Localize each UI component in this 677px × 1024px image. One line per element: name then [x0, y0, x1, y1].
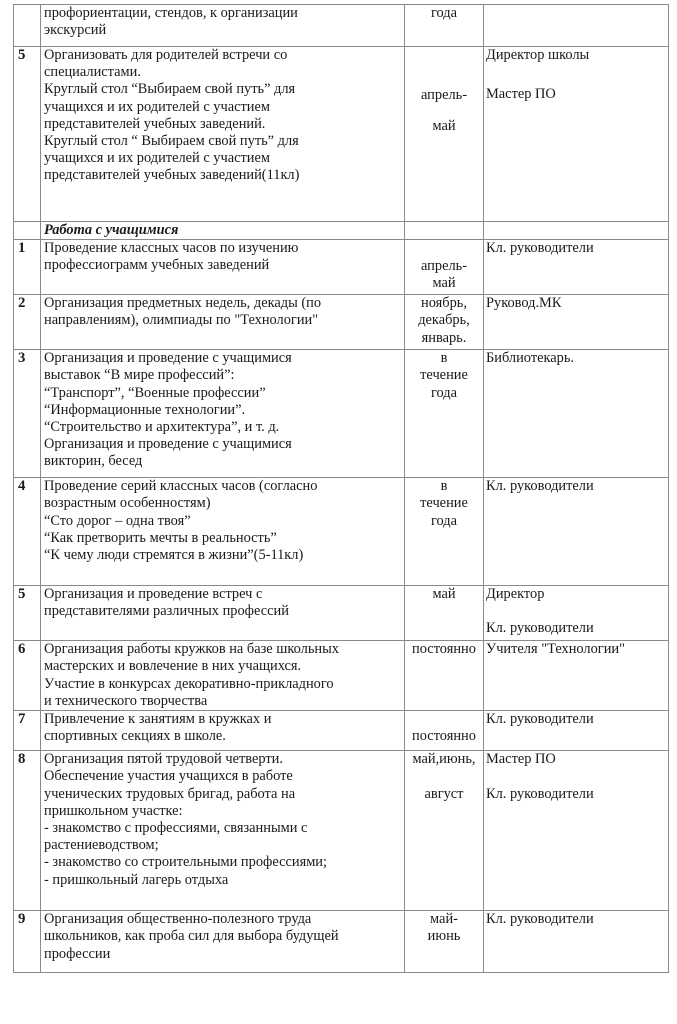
cell-line: профессии — [44, 945, 111, 962]
cell-line: Руковод.МК — [486, 295, 562, 312]
cell-line: апрель- — [420, 87, 468, 103]
cell-line: Организация работы кружков на базе школьных — [44, 641, 339, 658]
deadline-cell — [405, 5, 484, 47]
responsible-cell — [484, 641, 669, 711]
row-number-cell — [14, 222, 41, 240]
activity-cell — [41, 751, 405, 911]
cell-line: викторин, бесед — [44, 453, 143, 470]
when-cell — [405, 222, 484, 240]
cell-line: Кл. руководители — [486, 911, 594, 928]
cell-line: направлениям), олимпиады по "Технологии" — [44, 312, 319, 329]
row-number: 3 — [14, 350, 41, 478]
cell-line: Директор школы — [486, 47, 590, 63]
responsible-cell — [484, 911, 669, 973]
cell-line: май,июнь, — [412, 751, 476, 768]
cell-line: представителей учебных заведений. — [44, 115, 266, 132]
row-number: 4 — [14, 478, 41, 586]
table-row — [14, 47, 669, 222]
cell-line: “Как претворить мечты в реальность” — [44, 529, 277, 546]
cell-line: растениеводством; — [44, 837, 159, 854]
responsible-cell — [484, 478, 669, 586]
responsible-cell — [484, 350, 669, 478]
cell-line: Кл. руководители — [486, 711, 594, 728]
cell-line: представителей учебных заведений(11кл) — [44, 167, 300, 184]
activity-cell — [41, 586, 405, 641]
cell-line: течение — [420, 367, 468, 384]
cell-line: Организация и проведение с учащимися — [44, 350, 292, 367]
cell-line: Проведение серий классных часов (согласно — [44, 478, 318, 495]
cell-line: Организация общественно-полезного труда — [44, 911, 312, 928]
career-guidance-plan-table — [13, 4, 669, 973]
cell-line: “К чему люди стремятся в жизни”(5-11кл) — [44, 547, 304, 564]
cell-line: мастерских и вовлечение в них учащихся. — [44, 658, 302, 675]
cell-line: Круглый стол “Выбираем свой путь” для — [44, 81, 296, 98]
responsible-cell — [484, 240, 669, 295]
cell-line: Кл. руководители — [486, 786, 594, 803]
cell-line: Учителя "Технологии" — [486, 641, 625, 658]
table-row — [14, 350, 669, 478]
cell-line: май- — [430, 911, 458, 928]
deadline-cell — [405, 350, 484, 478]
row-number: 6 — [14, 641, 41, 711]
cell-line: апрель- — [420, 258, 468, 275]
cell-line: май — [432, 586, 456, 603]
cell-line: Привлечение к занятиям в кружках и — [44, 711, 272, 728]
cell-line: Кл. руководители — [486, 478, 594, 495]
cell-line: - пришкольный лагерь отдыха — [44, 871, 229, 888]
cell-line: Директор — [486, 586, 545, 603]
table-row — [14, 711, 669, 751]
row-number: 5 — [14, 47, 41, 222]
cell-line: Проведение классных часов по изучению — [44, 240, 299, 257]
table-row — [14, 295, 669, 350]
table-row — [14, 751, 669, 911]
cell-line: учащихся и их родителей с участием — [44, 98, 270, 115]
activity-cell — [41, 911, 405, 973]
section-header-row — [14, 222, 669, 240]
cell-line: профориентации, стендов, к организации — [44, 5, 298, 21]
cell-line: Обеспечение участия учащихся в работе — [44, 768, 293, 785]
cell-line: специалистами. — [44, 64, 141, 81]
cell-line: течение — [420, 495, 468, 512]
cell-line: года — [430, 5, 458, 21]
cell-line: май — [432, 118, 456, 135]
deadline-cell — [405, 751, 484, 911]
activity-cell — [41, 295, 405, 350]
cell-line: ноябрь, — [421, 295, 467, 312]
row-number: 1 — [14, 240, 41, 295]
activity-cell — [41, 240, 405, 295]
cell-line: июнь — [427, 928, 461, 945]
activity-cell — [41, 478, 405, 586]
activity-cell — [41, 711, 405, 751]
deadline-cell — [405, 586, 484, 641]
responsible-cell — [484, 751, 669, 911]
deadline-cell — [405, 641, 484, 711]
cell-line: профессиограмм учебных заведений — [44, 257, 270, 274]
cell-line: май — [432, 275, 456, 292]
table-row — [14, 5, 669, 47]
cell-line: экскурсий — [44, 22, 107, 39]
cell-line: года — [430, 384, 458, 401]
cell-line: постоянно — [412, 641, 476, 658]
cell-line: представителями различных профессий — [44, 603, 289, 620]
row-number: 2 — [14, 295, 41, 350]
cell-line: в — [440, 478, 448, 495]
cell-line: “Строительство и архитектура”, и т. д. — [44, 419, 280, 436]
deadline-cell — [405, 711, 484, 751]
cell-line: Организация и проведение с учащимися — [44, 436, 292, 453]
activity-cell — [41, 47, 405, 222]
cell-line: декабрь, — [418, 312, 470, 329]
cell-line: школьников, как проба сил для выбора будущей — [44, 928, 339, 945]
cell-line: Организовать для родителей встречи со — [44, 47, 288, 63]
responsible-cell — [484, 222, 669, 240]
responsible-cell — [484, 5, 669, 47]
cell-line: Организация предметных недель, декады (по — [44, 295, 322, 312]
row-number: 5 — [14, 586, 41, 641]
cell-line: Мастер ПО — [486, 751, 556, 768]
deadline-cell — [405, 295, 484, 350]
row-number: 7 — [14, 711, 41, 751]
deadline-cell — [405, 240, 484, 295]
section-title: Работа с учащимися — [41, 222, 405, 240]
cell-line: возрастным особенностям) — [44, 495, 211, 512]
cell-line: Мастер ПО — [486, 86, 556, 103]
cell-line: Кл. руководители — [486, 620, 594, 637]
activity-cell — [41, 350, 405, 478]
cell-line: Участие в конкурсах декоративно-прикладного — [44, 675, 334, 692]
cell-line: спортивных секциях в школе. — [44, 728, 226, 745]
table-row — [14, 478, 669, 586]
cell-line: Кл. руководители — [486, 240, 594, 257]
activity-cell — [41, 5, 405, 47]
cell-line: “Транспорт”, “Военные профессии” — [44, 384, 266, 401]
responsible-cell — [484, 47, 669, 222]
cell-line: постоянно — [412, 728, 476, 745]
deadline-cell — [405, 911, 484, 973]
cell-line: года — [430, 512, 458, 529]
cell-line: Организация и проведение встреч с — [44, 586, 263, 603]
table-row — [14, 641, 669, 711]
cell-line: август — [424, 786, 464, 803]
responsible-cell — [484, 295, 669, 350]
responsible-cell — [484, 711, 669, 751]
row-number — [14, 5, 41, 47]
cell-line: январь. — [421, 329, 467, 346]
cell-line: Библиотекарь. — [486, 350, 575, 367]
row-number: 8 — [14, 751, 41, 911]
cell-line: “Сто дорог – одна твоя” — [44, 512, 191, 529]
row-number: 9 — [14, 911, 41, 973]
cell-line: и технического творчества — [44, 692, 208, 709]
table-row — [14, 586, 669, 641]
responsible-cell — [484, 586, 669, 641]
cell-line: в — [440, 350, 448, 367]
table-row — [14, 911, 669, 973]
cell-line: - знакомство с профессиями, связанными с — [44, 820, 308, 837]
cell-line: Организация пятой трудовой четверти. — [44, 751, 283, 768]
cell-line: “Информационные технологии”. — [44, 401, 246, 418]
cell-line: Круглый стол “ Выбираем свой путь” для — [44, 133, 299, 150]
activity-cell — [41, 641, 405, 711]
cell-line: выставок “В мире профессий”: — [44, 367, 235, 384]
cell-line: - знакомство со строительными профессиями; — [44, 854, 327, 871]
deadline-cell — [405, 478, 484, 586]
cell-line: пришкольном участке: — [44, 802, 183, 819]
table-row — [14, 240, 669, 295]
deadline-cell — [405, 47, 484, 222]
cell-line: ученических трудовых бригад, работа на — [44, 785, 296, 802]
cell-line: учащихся и их родителей с участием — [44, 150, 270, 167]
